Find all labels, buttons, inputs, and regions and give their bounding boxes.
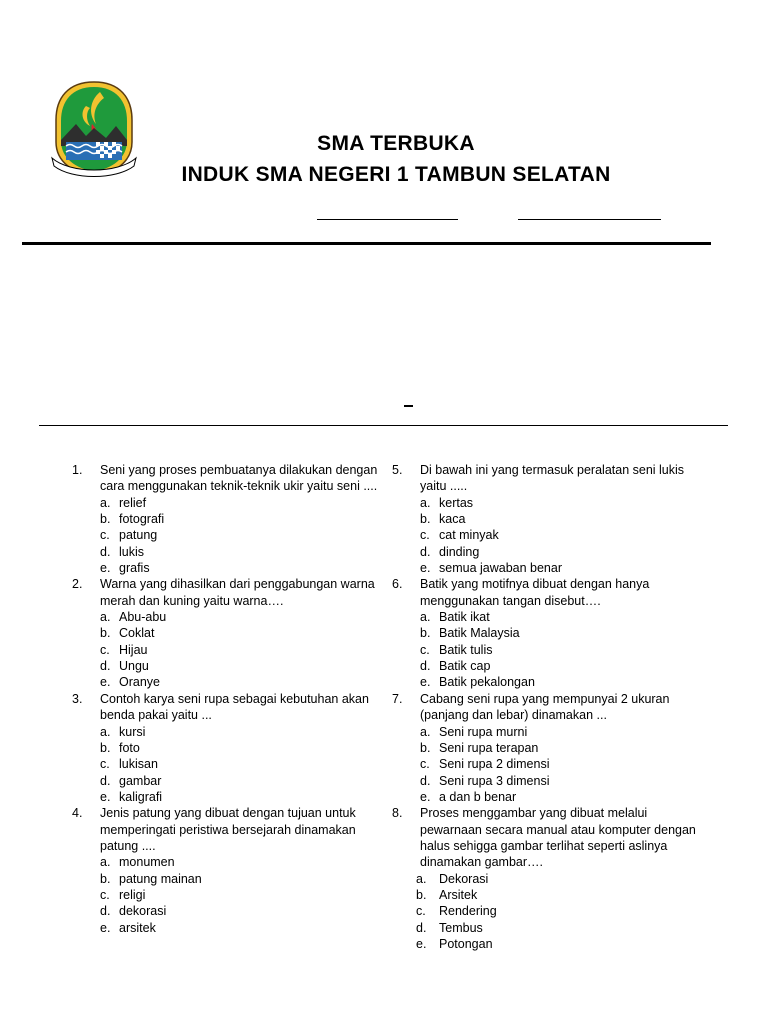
answer-option [392, 511, 712, 527]
option-text: Arsitek [439, 887, 478, 902]
option-letter: c. [100, 887, 110, 902]
answer-option [72, 609, 382, 625]
option-letter: c. [420, 757, 430, 772]
option-text: fotografi [119, 512, 165, 527]
question-stem [392, 805, 712, 870]
option-letter: e. [416, 936, 427, 951]
answer-option [392, 658, 712, 674]
content-divider [39, 425, 728, 426]
answer-option [72, 527, 382, 543]
option-letter: c. [100, 757, 110, 772]
option-text: Batik ikat [439, 610, 490, 625]
question-number: 3. [72, 691, 83, 706]
option-text: Batik cap [439, 659, 491, 674]
option-letter: e. [100, 789, 111, 804]
option-text: lukis [119, 544, 145, 559]
question-text: Jenis patung yang dibuat dengan tujuan untuk memperingati peristiwa bersejarah dinamakan patung .... [100, 806, 356, 853]
option-letter: c. [100, 528, 110, 543]
answer-option [392, 789, 712, 805]
answer-option [72, 903, 382, 919]
question-item [392, 691, 712, 805]
option-text: Abu-abu [119, 610, 167, 625]
answer-option [72, 871, 382, 887]
option-text: grafis [119, 561, 150, 576]
answer-option [72, 920, 382, 936]
question-item [72, 691, 382, 805]
answer-option [72, 560, 382, 576]
option-text: Batik tulis [439, 642, 493, 657]
answer-option [72, 773, 382, 789]
answer-option [72, 658, 382, 674]
header-divider [22, 242, 711, 245]
answer-option [392, 903, 712, 919]
option-letter: a. [420, 724, 431, 739]
option-text: a dan b benar [439, 789, 517, 804]
question-text: Proses menggambar yang dibuat melalui pewarnaan secara manual atau komputer dengan halus sehigga gambar terlihat seperti aslinya dinamakan gambar…. [420, 806, 696, 870]
option-letter: e. [420, 561, 431, 576]
option-letter: b. [100, 512, 111, 527]
option-text: Rendering [439, 904, 497, 919]
answer-option [72, 854, 382, 870]
option-letter: e. [100, 675, 111, 690]
answer-option [392, 560, 712, 576]
answer-option [72, 887, 382, 903]
blank-line-right [518, 219, 661, 220]
option-letter: b. [100, 871, 111, 886]
answer-option [392, 674, 712, 690]
answer-option [392, 544, 712, 560]
answer-option [72, 511, 382, 527]
option-text: dekorasi [119, 904, 167, 919]
option-text: foto [119, 740, 140, 755]
option-text: Hijau [119, 642, 148, 657]
option-text: Tembus [439, 920, 483, 935]
option-text: Seni rupa 2 dimensi [439, 757, 550, 772]
question-item [392, 576, 712, 690]
option-letter: b. [416, 887, 427, 902]
question-number: 8. [392, 806, 403, 821]
blank-line-left [317, 219, 458, 220]
option-text: dinding [439, 544, 480, 559]
option-letter: a. [100, 724, 111, 739]
option-letter: d. [100, 904, 111, 919]
question-stem [392, 462, 712, 495]
answer-option [72, 674, 382, 690]
option-text: religi [119, 887, 146, 902]
option-text: arsitek [119, 920, 156, 935]
questions-right-column [392, 462, 712, 952]
option-letter: d. [420, 544, 431, 559]
dash-mark [404, 405, 413, 407]
option-text: kaca [439, 512, 466, 527]
option-text: monumen [119, 855, 175, 870]
option-letter: d. [416, 920, 427, 935]
answer-option [72, 740, 382, 756]
answer-option [72, 642, 382, 658]
question-stem [72, 805, 382, 854]
option-letter: d. [420, 773, 431, 788]
option-letter: c. [416, 904, 426, 919]
option-letter: d. [420, 659, 431, 674]
option-text: Batik pekalongan [439, 675, 535, 690]
school-title-line2: INDUK SMA NEGERI 1 TAMBUN SELATAN [181, 163, 611, 186]
question-stem [72, 691, 382, 724]
question-number: 4. [72, 806, 83, 821]
question-text: Batik yang motifnya dibuat dengan hanya menggunakan tangan disebut…. [420, 577, 650, 608]
option-letter: a. [100, 855, 111, 870]
question-item [72, 462, 382, 576]
question-text: Cabang seni rupa yang mempunyai 2 ukuran (panjang dan lebar) dinamakan ... [420, 691, 670, 723]
option-letter: d. [100, 773, 111, 788]
option-text: cat minyak [439, 528, 499, 543]
option-text: kaligrafi [119, 789, 163, 804]
answer-option [72, 495, 382, 511]
question-number: 5. [392, 463, 403, 477]
option-text: Dekorasi [439, 871, 489, 886]
option-letter: a. [420, 610, 431, 625]
school-title-line1: SMA TERBUKA [317, 132, 475, 155]
question-text: Seni yang proses pembuatanya dilakukan dengan cara menggunakan teknik-teknik ukir yaitu seni .... [100, 463, 378, 494]
question-text: Warna yang dihasilkan dari penggabungan warna merah dan kuning yaitu warna…. [100, 577, 375, 608]
answer-option [72, 544, 382, 560]
answer-option [392, 871, 712, 887]
answer-option [392, 756, 712, 772]
question-text: Di bawah ini yang termasuk peralatan seni lukis yaitu ..... [420, 463, 685, 494]
question-stem [72, 462, 382, 495]
option-text: Ungu [119, 659, 149, 674]
option-letter: c. [100, 642, 110, 657]
option-text: Seni rupa terapan [439, 740, 539, 755]
option-letter: a. [420, 495, 431, 510]
option-letter: e. [420, 789, 431, 804]
option-text: kertas [439, 495, 474, 510]
question-stem [392, 576, 712, 609]
question-stem [392, 691, 712, 724]
option-letter: b. [420, 512, 431, 527]
option-letter: c. [420, 642, 430, 657]
option-text: patung mainan [119, 871, 202, 886]
option-letter: b. [420, 626, 431, 641]
answer-option [392, 936, 712, 952]
option-letter: e. [100, 920, 111, 935]
option-letter: e. [420, 675, 431, 690]
answer-option [72, 625, 382, 641]
option-letter: a. [100, 610, 111, 625]
answer-option [392, 495, 712, 511]
question-item [72, 576, 382, 690]
question-item [72, 805, 382, 936]
option-text: gambar [119, 773, 162, 788]
option-text: Batik Malaysia [439, 626, 520, 641]
question-text: Contoh karya seni rupa sebagai kebutuhan akan benda pakai yaitu ... [100, 691, 369, 723]
answer-option [392, 724, 712, 740]
question-number: 2. [72, 577, 83, 592]
answer-option [392, 527, 712, 543]
answer-option [72, 789, 382, 805]
option-text: Seni rupa murni [439, 724, 528, 739]
option-text: Seni rupa 3 dimensi [439, 773, 550, 788]
option-text: lukisan [119, 757, 158, 772]
question-stem [72, 576, 382, 609]
option-text: Potongan [439, 936, 493, 951]
question-number: 6. [392, 577, 403, 592]
option-text: relief [119, 495, 147, 510]
option-letter: b. [100, 626, 111, 641]
question-number: 1. [72, 463, 83, 477]
option-letter: b. [420, 740, 431, 755]
answer-option [392, 625, 712, 641]
option-text: Coklat [119, 626, 155, 641]
option-letter: c. [420, 528, 430, 543]
questions-left-column [72, 462, 382, 936]
answer-option [392, 740, 712, 756]
answer-option [392, 642, 712, 658]
option-text: kursi [119, 724, 146, 739]
answer-option [392, 773, 712, 789]
answer-option [392, 920, 712, 936]
option-text: semua jawaban benar [439, 561, 562, 576]
option-letter: a. [416, 871, 427, 886]
option-text: patung [119, 528, 158, 543]
answer-option [72, 724, 382, 740]
option-letter: e. [100, 561, 111, 576]
answer-option [392, 609, 712, 625]
option-letter: a. [100, 495, 111, 510]
answer-option [392, 887, 712, 903]
option-text: Oranye [119, 675, 160, 690]
question-item [392, 462, 712, 576]
answer-option [72, 756, 382, 772]
question-number: 7. [392, 691, 403, 706]
question-item [392, 805, 712, 952]
option-letter: b. [100, 740, 111, 755]
option-letter: d. [100, 659, 111, 674]
option-letter: d. [100, 544, 111, 559]
